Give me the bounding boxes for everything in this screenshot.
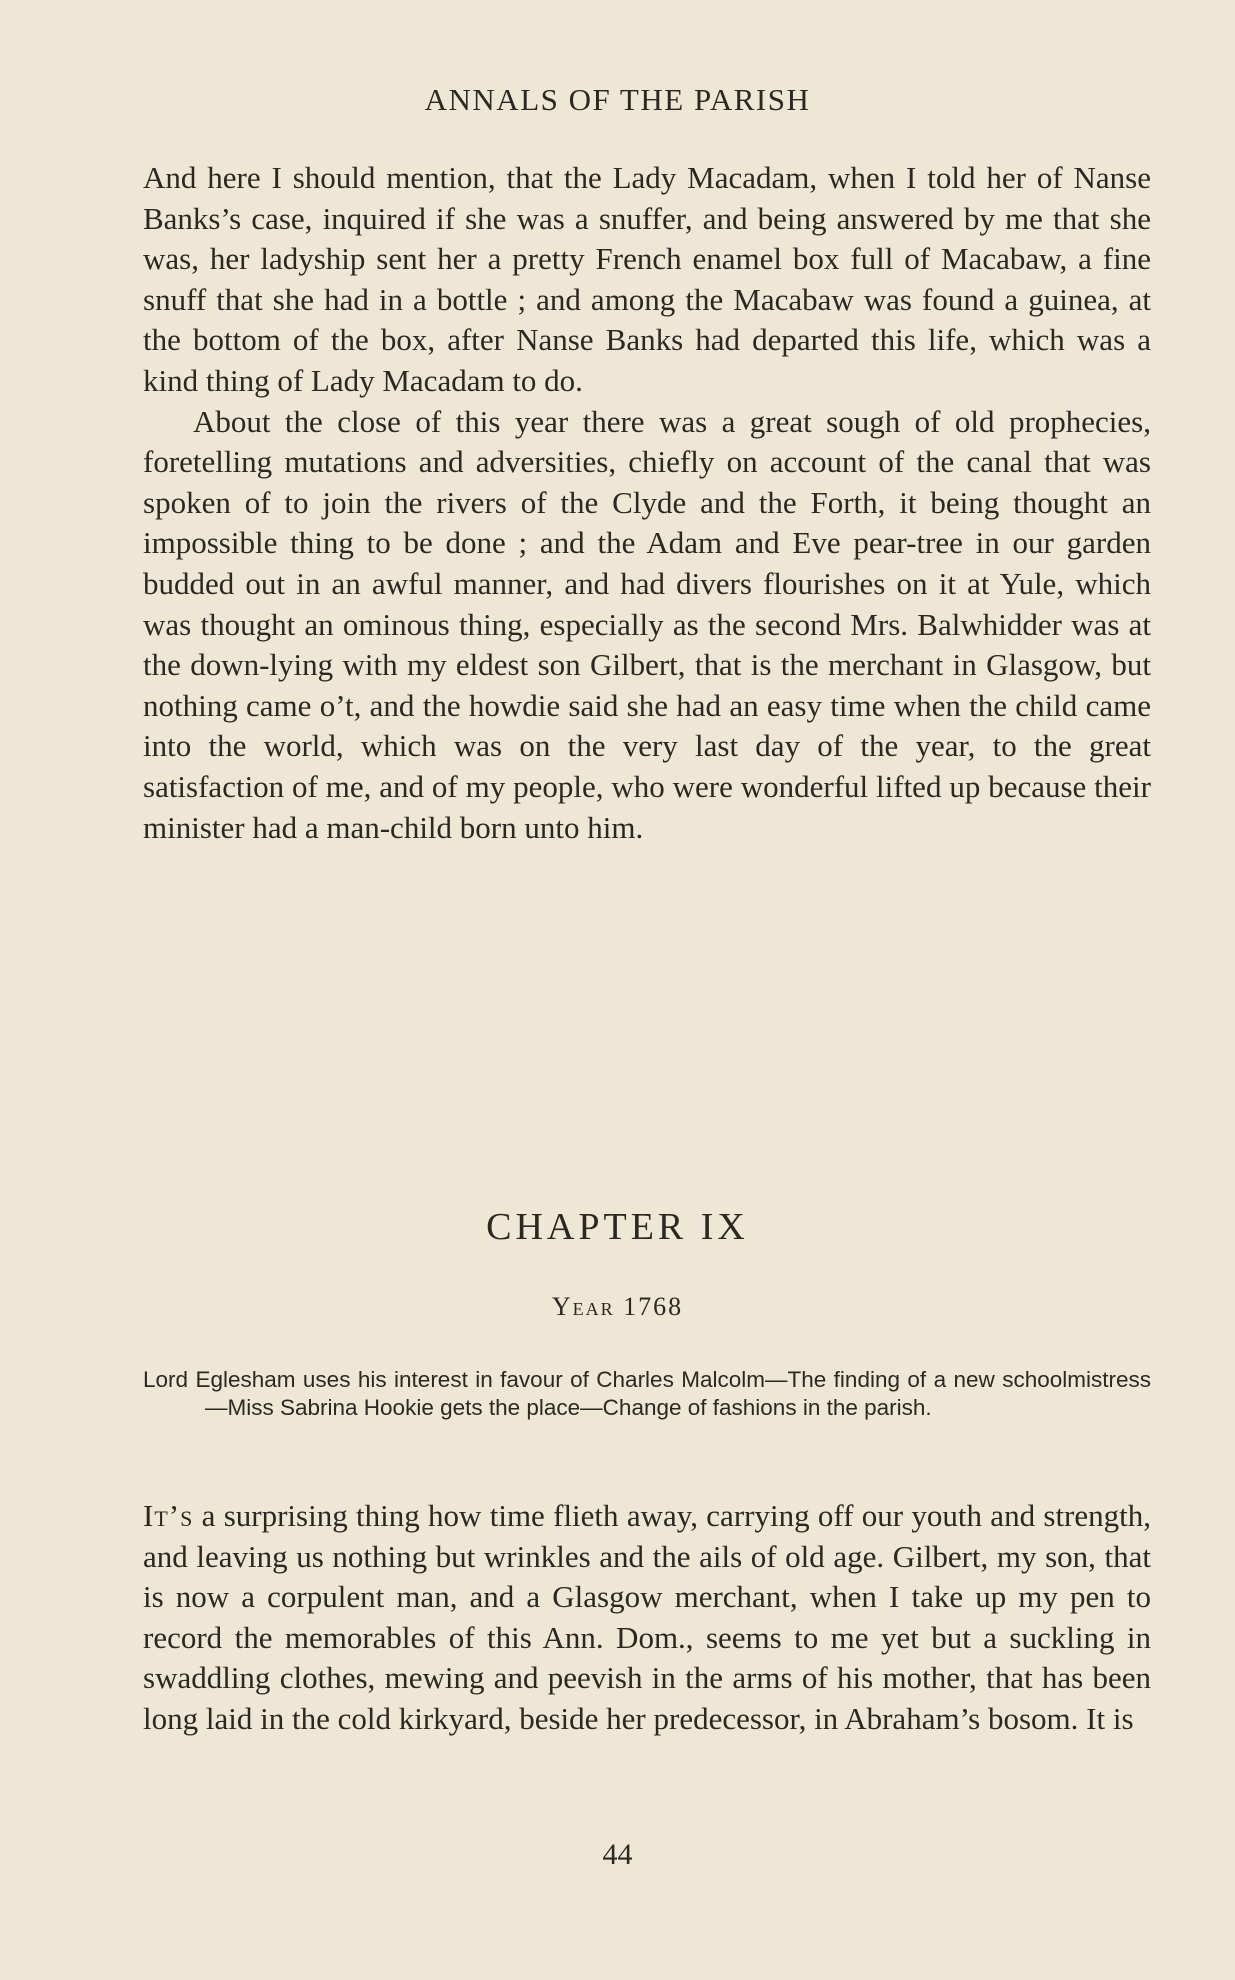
body-text-before-chapter — [143, 158, 1151, 848]
paragraph-prophecies: About the close of this year there was a great sough of old prophecies, foretelling mutations and adversities, chiefly on account of the canal that was spoken of to join the rivers of the Clyde and the Forth, it being thought an impossible thing to be done ; and the Adam and Eve pear-tree in our garden budded out in an awful manner, and had divers flourishes on it at Yule, which was thought an ominous thing, especially as the second Mrs. Balwhidder was at the down-lying with my eldest son Gilbert, that is the merchant in Glasgow, but nothing came o’t, and the howdie said she had an easy time when the child came into the world, which was on the very last day of the year, to the great satisfaction of me, and of my people, who were wonderful lifted up because their minister had a man-child born unto him. — [143, 403, 1151, 845]
body-text-chapter-opening — [143, 1496, 1151, 1740]
chapter-synopsis: Lord Eglesham uses his interest in favour of Charles Malcolm—The finding of a new schoolmistress—Miss Sabrina Hookie gets the place—Change of fashions in the parish. — [143, 1367, 1151, 1420]
paragraph-lady-macadam: And here I should mention, that the Lady Macadam, when I told her of Nanse Banks’s case, inquired if she was a snuffer, and being answered by me that she was, her ladyship sent her a pretty French enamel box full of Macabaw, a fine snuff that she had in a bottle ; and among the Macabaw was found a guinea, at the bottom of the box, after Nanse Banks had departed this life, which was a kind thing of Lady Macadam to do. — [143, 160, 1151, 398]
opening-lead-word: It’s — [143, 1498, 194, 1533]
opening-text: a surprising thing how time flieth away, carrying off our youth and strength, and leaving us nothing but wrinkles and the ails of old age. Gilbert, my son, that is now a corpulent man, and a Glasgow merchant, when I take up my pen to record the memorables of this Ann. Dom., seems to me yet but a suckling in swaddling clothes, mewing and peevish in the arms of his mother, that has been long laid in the cold kirkyard, beside her predecessor, in Abraham’s bosom. It is — [143, 1498, 1151, 1736]
chapter-year: Year 1768 — [551, 1292, 684, 1321]
chapter-title: CHAPTER IX — [486, 1206, 749, 1248]
page-number: 44 — [602, 1838, 633, 1871]
running-head: ANNALS OF THE PARISH — [424, 82, 811, 117]
paragraph-opening — [143, 1496, 1151, 1740]
